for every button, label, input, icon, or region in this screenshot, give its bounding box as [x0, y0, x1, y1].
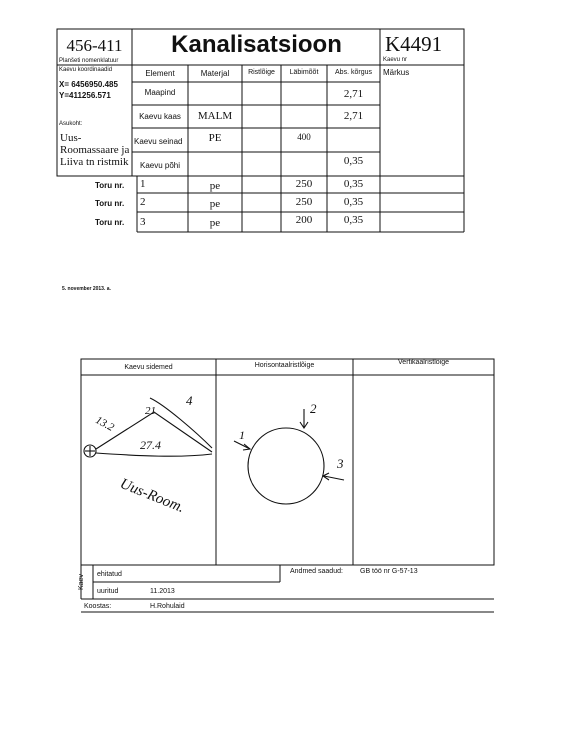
- tie-value-b: 21: [145, 405, 156, 417]
- street-handwriting: Uus-Room.: [117, 475, 187, 517]
- author-label: Koostas:: [84, 603, 112, 610]
- col-header-note: Märkus: [383, 68, 410, 77]
- table-row-element: Maapind: [144, 88, 176, 97]
- pipe-number: 3: [140, 216, 146, 228]
- drawing-header-ties: Kaevu sidemed: [124, 364, 173, 371]
- drawing-header-horizontal: Horisontaalristlõige: [254, 362, 315, 369]
- built-label: ehitatud: [97, 571, 122, 578]
- surveyed-label: uuritud: [97, 588, 119, 595]
- pipe-abs: 0,35: [343, 178, 364, 190]
- tie-value-c: 27.4: [140, 438, 161, 452]
- table-row-element: Kaevu põhi: [139, 161, 181, 170]
- table-row-element: Kaevu kaas: [139, 112, 181, 121]
- tie-value-d: 4: [186, 393, 193, 408]
- col-header-element: Element: [145, 69, 175, 78]
- location-line: Liiva tn ristmik: [60, 156, 129, 168]
- table-row-abs: 2,71: [343, 110, 364, 122]
- drawing-header-vertical: Vertikaalristlõige: [398, 359, 449, 366]
- pipe-label: Toru nr.: [95, 199, 125, 208]
- col-header-diameter: Läbimõõt: [289, 69, 319, 76]
- map-sheet-number: 456-411: [66, 36, 123, 55]
- horizontal-section-sketch: [234, 409, 344, 504]
- pipe-diameter: 250: [295, 196, 313, 208]
- table-row-element: Kaevu seinad: [134, 137, 183, 146]
- col-header-section: Ristlõige: [248, 69, 275, 76]
- pipe-number: 2: [140, 196, 146, 208]
- data-source-value: GB töö nr G-57-13: [360, 568, 418, 575]
- pipe-abs: 0,35: [343, 196, 364, 208]
- well-number-label: Kaevu nr: [383, 57, 408, 63]
- table-row-abs: 2,71: [343, 88, 364, 100]
- data-source-label: Andmed saadud:: [290, 568, 343, 575]
- well-number: K4491: [385, 32, 443, 56]
- footer-side-label: Kaev: [78, 574, 85, 590]
- pipe-abs: 0,35: [343, 214, 364, 226]
- pipe-material: pe: [209, 217, 221, 229]
- pipe-label: Toru nr.: [95, 218, 125, 227]
- pipe-label: Toru nr.: [95, 181, 125, 190]
- location-text: [60, 132, 129, 168]
- date-stamp: 5. november 2013. a.: [62, 286, 111, 292]
- drawing-panel: [81, 359, 494, 565]
- table-row-abs: 0,35: [343, 155, 364, 167]
- pipe-material: pe: [209, 180, 221, 192]
- col-header-abs: Abs. kõrgus: [335, 69, 372, 76]
- table-row-material: MALM: [197, 110, 233, 122]
- coord-x: X= 6456950.485: [59, 80, 118, 89]
- location-line: Roomassaare ja: [60, 144, 130, 156]
- location-label: Asukoht:: [59, 121, 83, 127]
- coord-y: Y=411256.571: [59, 91, 111, 100]
- surveyed-value: 11.2013: [150, 588, 175, 595]
- page-title: Kanalisatsioon: [171, 31, 342, 58]
- pipe-mark-2: 2: [310, 401, 317, 416]
- coords-label: Kaevu koordinaadid: [59, 67, 113, 73]
- table-row-material: PE: [208, 132, 222, 144]
- pipe-diameter: 250: [295, 178, 313, 190]
- pipe-mark-3: 3: [337, 456, 344, 471]
- table-row-diameter: 400: [297, 132, 311, 142]
- tie-value-a: 13.2: [93, 414, 116, 434]
- location-line: Uus-: [60, 132, 82, 144]
- pipe-number: 1: [140, 178, 146, 190]
- map-sheet-label: Planšeti nomenklatuur: [59, 58, 119, 64]
- pipe-material: pe: [209, 198, 221, 210]
- col-header-material: Materjal: [200, 69, 230, 78]
- author-value: H.Rohulaid: [150, 603, 185, 610]
- pipe-diameter: 200: [295, 214, 313, 226]
- pipe-mark-1: 1: [239, 428, 245, 442]
